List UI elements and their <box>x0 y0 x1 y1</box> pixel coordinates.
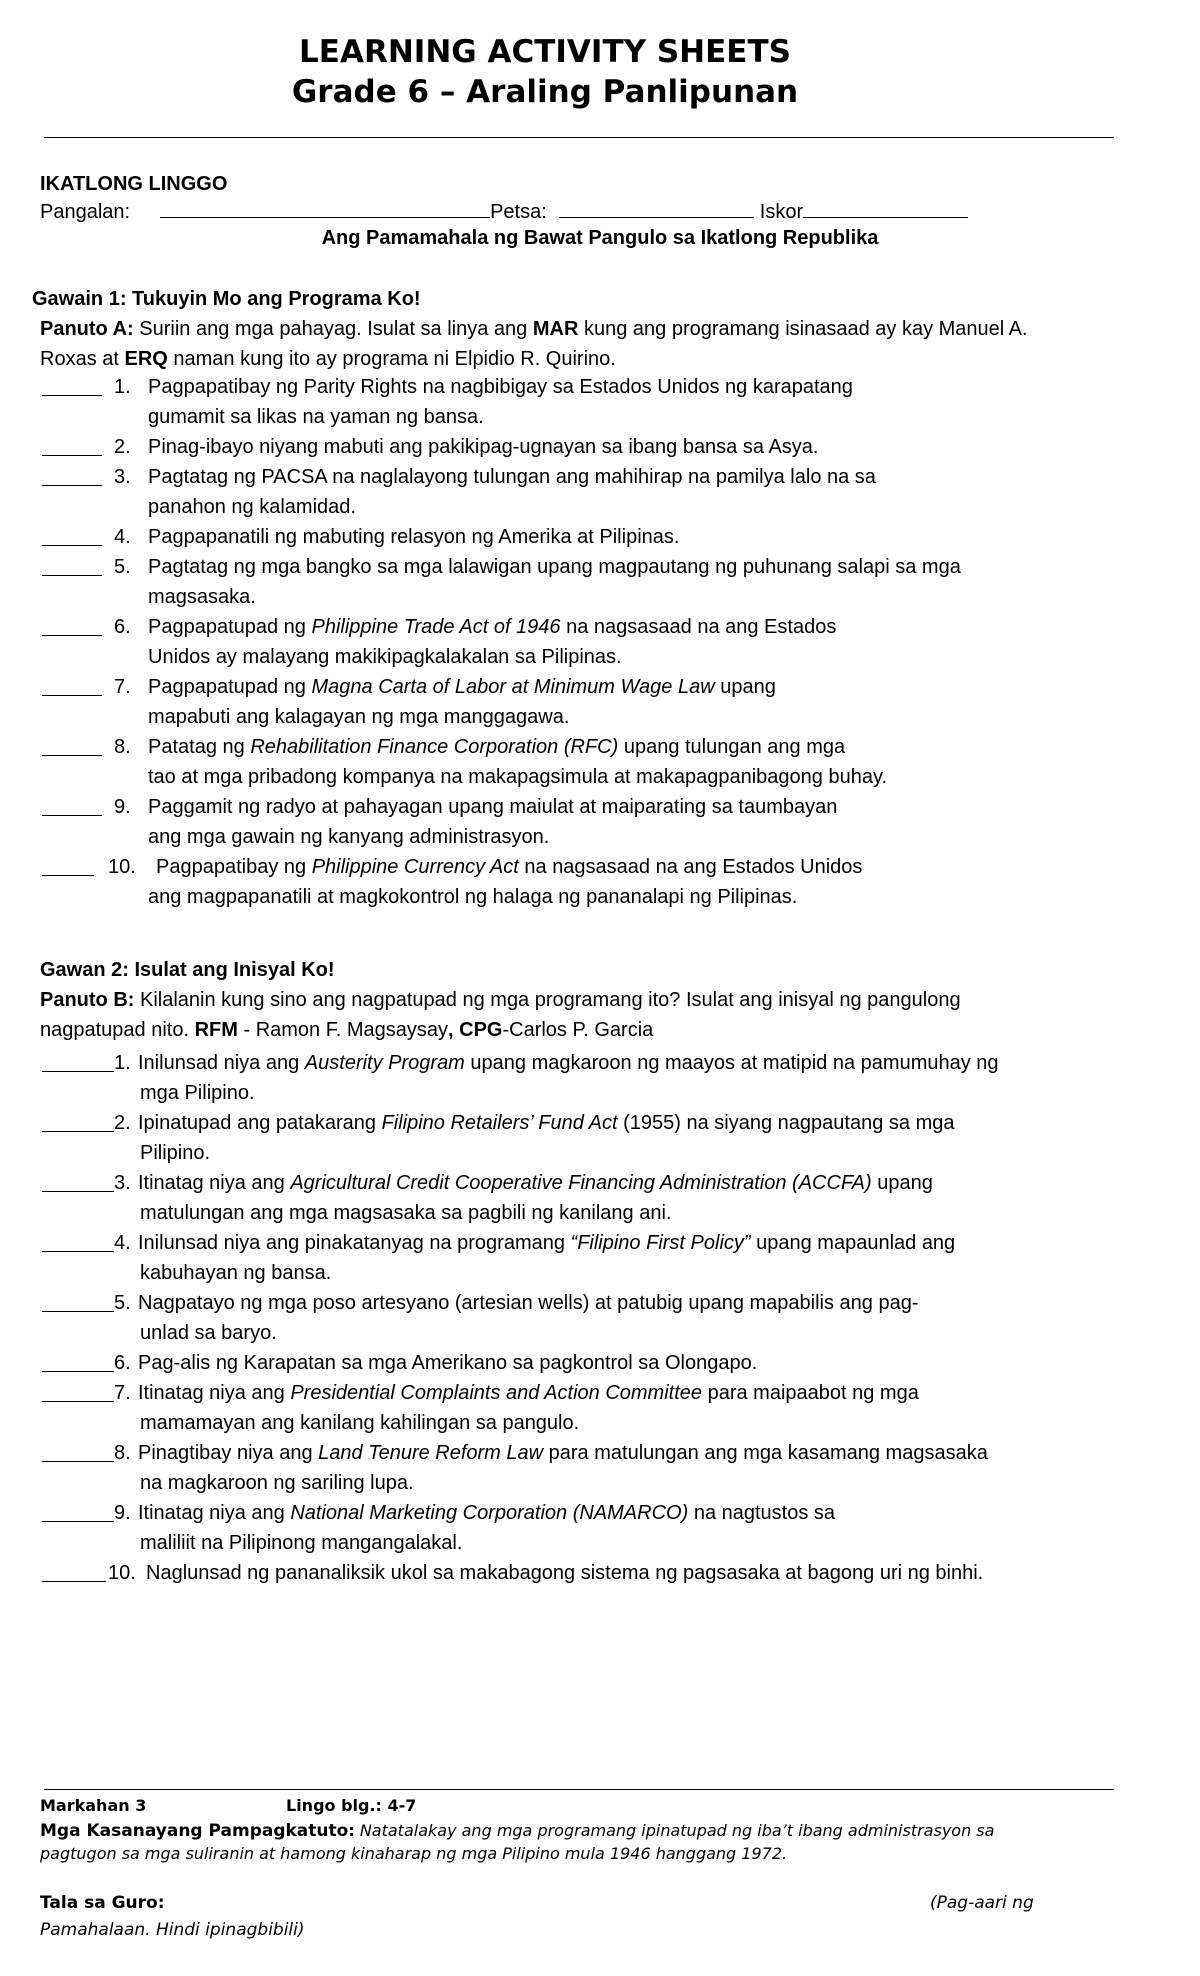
item-number: 4. <box>114 526 131 548</box>
item-text <box>138 1438 988 1468</box>
list-item <box>0 432 1200 462</box>
item-text-continued: panahon ng kalamidad. <box>148 496 356 518</box>
text-run: (1955) na siyang nagpautang sa mga <box>617 1112 955 1134</box>
item-text-continued: unlad sa baryo. <box>140 1322 277 1344</box>
item-text-continued: ang mga gawain ng kanyang administrasyon. <box>148 826 550 848</box>
code-rfm: RFM <box>194 1019 238 1041</box>
list-item <box>0 1228 1200 1288</box>
list-item <box>0 1378 1200 1438</box>
competency-label: Mga Kasanayang Pampagkatuto <box>40 1821 349 1841</box>
week-number-label: Lingo blg.: 4-7 <box>286 1796 417 1815</box>
text-run: Pinagtibay niya ang <box>138 1442 319 1464</box>
item-text <box>148 462 876 492</box>
answer-blank[interactable] <box>42 1131 114 1132</box>
text-run: Ipinatupad ang patakarang <box>138 1112 382 1134</box>
item-number: 7. <box>114 676 131 698</box>
text-run: Pagpapatibay ng Parity Rights na nagbibigay sa Estados Unidos ng karapatang <box>148 376 853 398</box>
text-run: Paggamit ng radyo at pahayagan upang maiulat at maiparating sa taumbayan <box>148 796 838 818</box>
date-field[interactable] <box>559 198 754 218</box>
item-number: 6. <box>114 1352 131 1374</box>
directions-text: Kilalanin kung sino ang nagpatupad ng mga programang ito? Isulat ang inisyal ng pangulong <box>134 989 961 1011</box>
teacher-note-label: Tala sa Guro: <box>40 1893 165 1913</box>
item-text <box>156 852 862 882</box>
competency-text: Natatalakay ang mga programang ipinatupad ng iba’t ibang administrasyon sa <box>354 1821 995 1840</box>
item-text <box>138 1288 919 1318</box>
item-text-continued: maliliit na Pilipinong mangangalakal. <box>140 1532 463 1554</box>
page-title: LEARNING ACTIVITY SHEETS <box>299 34 791 70</box>
item-text-continued: ang magpapanatili at magkokontrol ng halaga ng pananalapi ng Pilipinas. <box>148 886 798 908</box>
item-text <box>148 612 836 642</box>
text-run: Itinatag niya ang <box>138 1172 291 1194</box>
answer-blank[interactable] <box>42 1251 114 1252</box>
item-text <box>146 1558 983 1588</box>
code-erq: ERQ <box>124 348 168 370</box>
italic-title: Rehabilitation Finance Corporation (RFC) <box>250 736 619 758</box>
item-number: 3. <box>114 466 131 488</box>
text-run: Naglunsad ng pananaliksik ukol sa makabagong sistema ng pagsasaka at bagong uri ng binhi. <box>146 1562 984 1584</box>
text-run: upang <box>871 1172 933 1194</box>
answer-blank[interactable] <box>42 1521 114 1522</box>
answer-blank[interactable] <box>42 1371 114 1372</box>
item-number: 1. <box>114 1052 131 1074</box>
ownership-note-continued: Pamahalaan. Hindi ipinagbibili) <box>40 1920 305 1940</box>
answer-blank[interactable] <box>42 1311 114 1312</box>
name-date-score-row <box>40 198 968 224</box>
activity2-directions-line1 <box>40 988 961 1012</box>
item-number: 2. <box>114 436 131 458</box>
item-number: 8. <box>114 1442 131 1464</box>
answer-blank[interactable] <box>42 1461 114 1462</box>
answer-blank[interactable] <box>42 485 102 486</box>
item-number: 1. <box>114 376 131 398</box>
date-label: Petsa: <box>490 201 547 223</box>
answer-blank[interactable] <box>42 545 102 546</box>
answer-blank[interactable] <box>42 1191 114 1192</box>
item-text-continued: magsasaka. <box>148 586 256 608</box>
item-number: 4. <box>114 1232 131 1254</box>
activity2-directions-line2 <box>40 1018 653 1042</box>
item-text <box>148 792 837 822</box>
text-run: Pagpapatibay ng <box>156 856 312 878</box>
item-text <box>138 1378 919 1408</box>
activity1-directions-line2 <box>40 347 616 371</box>
answer-blank[interactable] <box>42 755 102 756</box>
italic-title: Agricultural Credit Cooperative Financing Administration (ACCFA) <box>290 1172 872 1194</box>
italic-title: Presidential Complaints and Action Committee <box>290 1382 703 1404</box>
text-run: Itinatag niya ang <box>138 1502 291 1524</box>
code-mar: MAR <box>532 318 579 340</box>
text-run: upang tulungan ang mga <box>618 736 846 758</box>
answer-blank[interactable] <box>42 395 102 396</box>
text-run: para matulungan ang mga kasamang magsasaka <box>543 1442 988 1464</box>
answer-blank[interactable] <box>42 1071 114 1072</box>
answer-blank[interactable] <box>42 455 102 456</box>
text-run: Pagpapanatili ng mabuting relasyon ng Amerika at Pilipinas. <box>148 526 680 548</box>
ownership-note: (Pag-aari ng <box>930 1893 1034 1913</box>
list-item <box>0 1108 1200 1168</box>
item-text-continued: Pilipino. <box>140 1142 211 1164</box>
item-text <box>138 1348 757 1378</box>
directions-text: nagpatupad nito. <box>40 1019 195 1041</box>
item-text-continued: matulungan ang mga magsasaka sa pagbili ng kanilang ani. <box>140 1202 672 1224</box>
item-number: 5. <box>114 1292 131 1314</box>
lesson-subtitle: Ang Pamamahala ng Bawat Pangulo sa Ikatlong Republika <box>321 227 879 249</box>
score-label: Iskor <box>759 201 804 223</box>
week-heading: IKATLONG LINGGO <box>40 173 228 195</box>
item-text <box>148 432 818 462</box>
page-subtitle-grade: Grade 6 – Araling Panlipunan <box>291 74 799 110</box>
item-number: 5. <box>114 556 131 578</box>
item-text <box>148 552 961 582</box>
item-text <box>138 1108 954 1138</box>
answer-blank[interactable] <box>42 695 102 696</box>
list-item <box>0 1048 1200 1108</box>
name-label: Pangalan: <box>40 201 131 223</box>
text-run: Pagtatag ng mga bangko sa mga lalawigan upang magpautang ng puhunang salapi sa mga <box>148 556 961 578</box>
answer-blank[interactable] <box>42 635 102 636</box>
item-text <box>138 1228 955 1258</box>
competency-colon: : <box>348 1821 355 1840</box>
list-item <box>0 792 1200 852</box>
separator: , <box>448 1019 454 1041</box>
text-run: upang mapaunlad ang <box>750 1232 956 1254</box>
text-run: Pinag-ibayo niyang mabuti ang pakikipag-ugnayan sa ibang bansa sa Asya. <box>148 436 819 458</box>
italic-title: Philippine Trade Act of 1946 <box>311 616 561 638</box>
item-number: 6. <box>114 616 131 638</box>
directions-label: Panuto B: <box>40 989 135 1011</box>
list-item <box>0 522 1200 552</box>
italic-title: Magna Carta of Labor at Minimum Wage Law <box>311 676 715 698</box>
list-item <box>0 852 1200 912</box>
item-number: 9. <box>114 1502 131 1524</box>
item-text <box>138 1168 933 1198</box>
president-name: -Carlos P. Garcia <box>502 1019 654 1041</box>
text-run: Pag-alis ng Karapatan sa mga Amerikano sa pagkontrol sa Olongapo. <box>138 1352 758 1374</box>
item-text-continued: kabuhayan ng bansa. <box>140 1262 332 1284</box>
item-number: 10. <box>108 856 136 878</box>
name-field[interactable] <box>160 198 490 218</box>
answer-blank[interactable] <box>42 875 94 876</box>
competency-line1 <box>40 1820 994 1842</box>
item-text-continued: Unidos ay malayang makikipagkalakalan sa Pilipinas. <box>148 646 622 668</box>
list-item <box>0 552 1200 612</box>
text-run: para maipaabot ng mga <box>702 1382 919 1404</box>
text-run: na nagsasaad na ang Estados <box>560 616 837 638</box>
item-text-continued: mga Pilipino. <box>140 1082 255 1104</box>
italic-title: Philippine Currency Act <box>311 856 519 878</box>
italic-title: Land Tenure Reform Law <box>318 1442 544 1464</box>
item-text <box>138 1498 835 1528</box>
item-text-continued: na magkaroon ng sariling lupa. <box>140 1472 414 1494</box>
list-item <box>0 1348 1200 1378</box>
list-item <box>0 1168 1200 1228</box>
text-run: upang magkaroon ng maayos at matipid na pamumuhay ng <box>464 1052 999 1074</box>
list-item <box>0 732 1200 792</box>
header-divider <box>44 137 1114 138</box>
answer-blank[interactable] <box>42 1401 114 1402</box>
text-run: Pagpapatupad ng <box>148 676 312 698</box>
item-number: 10. <box>108 1562 136 1584</box>
list-item <box>0 1498 1200 1558</box>
list-item <box>0 612 1200 672</box>
activity1-directions-line1 <box>40 317 1028 341</box>
list-item <box>0 1438 1200 1498</box>
item-number: 8. <box>114 736 131 758</box>
text-run: na nagsasaad na ang Estados Unidos <box>518 856 863 878</box>
quarter-label: Markahan 3 <box>40 1796 147 1815</box>
italic-title: Austerity Program <box>304 1052 465 1074</box>
item-text <box>148 732 845 762</box>
item-text <box>138 1048 999 1078</box>
directions-text: naman kung ito ay programa ni Elpidio R. Quirino. <box>167 348 616 370</box>
president-name: - Ramon F. Magsaysay <box>237 1019 448 1041</box>
item-number: 7. <box>114 1382 131 1404</box>
item-number: 9. <box>114 796 131 818</box>
text-run: Inilunsad niya ang <box>138 1052 305 1074</box>
text-run: Patatag ng <box>148 736 251 758</box>
code-cpg: CPG <box>453 1019 503 1041</box>
item-text-continued: mamamayan ang kanilang kahilingan sa pangulo. <box>140 1412 580 1434</box>
item-text <box>148 672 776 702</box>
text-run: Inilunsad niya ang pinakatanyag na programang <box>138 1232 571 1254</box>
answer-blank[interactable] <box>42 815 102 816</box>
item-number: 2. <box>114 1112 131 1134</box>
item-text-continued: gumamit sa likas na yaman ng bansa. <box>148 406 484 428</box>
item-text-continued: mapabuti ang kalagayan ng mga manggagawa. <box>148 706 570 728</box>
list-item <box>0 372 1200 432</box>
item-text <box>148 372 853 402</box>
score-field[interactable] <box>803 198 968 218</box>
activity2-title: Gawan 2: Isulat ang Inisyal Ko! <box>40 959 335 981</box>
text-run: upang <box>714 676 776 698</box>
answer-blank[interactable] <box>42 1581 106 1582</box>
answer-blank[interactable] <box>42 575 102 576</box>
text-run: na nagtustos sa <box>688 1502 836 1524</box>
competency-line2: pagtugon sa mga suliranin at hamong kinaharap ng mga Pilipino mula 1946 hanggang 1972. <box>40 1844 788 1863</box>
directions-text: Roxas at <box>40 348 125 370</box>
italic-title: Filipino Retailers’ Fund Act <box>381 1112 618 1134</box>
text-run: Itinatag niya ang <box>138 1382 291 1404</box>
list-item <box>0 462 1200 522</box>
list-item <box>0 1288 1200 1348</box>
directions-label: Panuto A: <box>40 318 134 340</box>
list-item <box>0 1558 1200 1588</box>
directions-text: Suriin ang mga pahayag. Isulat sa linya ang <box>139 318 533 340</box>
activity1-title: Gawain 1: Tukuyin Mo ang Programa Ko! <box>32 288 421 310</box>
footer-divider <box>44 1789 1114 1790</box>
item-text <box>148 522 679 552</box>
item-number: 3. <box>114 1172 131 1194</box>
text-run: Pagtatag ng PACSA na naglalayong tulungan ang mahihirap na pamilya lalo na sa <box>148 466 876 488</box>
directions-text: kung ang programang isinasaad ay kay Manuel A. <box>578 318 1028 340</box>
italic-title: National Marketing Corporation (NAMARCO) <box>290 1502 689 1524</box>
italic-title: “Filipino First Policy” <box>570 1232 751 1254</box>
list-item <box>0 672 1200 732</box>
text-run: Pagpapatupad ng <box>148 616 312 638</box>
text-run: Nagpatayo ng mga poso artesyano (artesian wells) at patubig upang mapabilis ang pag- <box>138 1292 919 1314</box>
item-text-continued: tao at mga pribadong kompanya na makapagsimula at makapagpanibagong buhay. <box>148 766 888 788</box>
